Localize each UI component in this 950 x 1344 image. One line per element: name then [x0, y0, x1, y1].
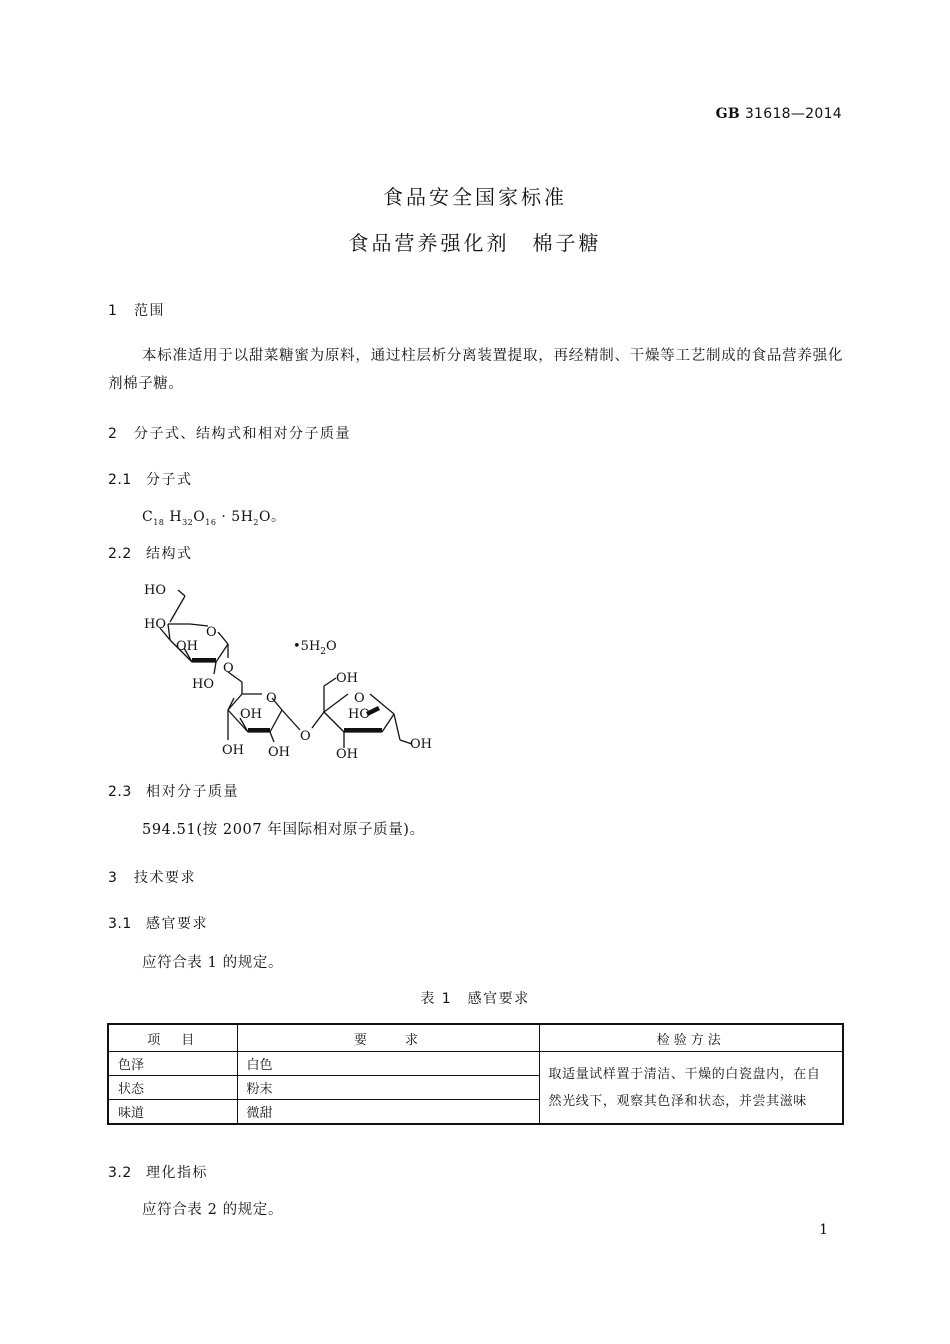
- page-number: 1: [819, 1222, 828, 1238]
- struct-ho-1: HO: [144, 583, 166, 598]
- struct-ring-o-2: O: [266, 691, 277, 706]
- section-2-2-heading: 2.2 结构式: [108, 546, 193, 562]
- sensory-requirements-table: [107, 1023, 844, 1125]
- struct-hydrate: $•5H_2O$: [293, 639, 337, 657]
- struct-oh-2: OH: [240, 707, 262, 722]
- section-3-2-text: 应符合表 2 的规定。: [142, 1202, 284, 1218]
- struct-ring-o-3: O: [354, 691, 365, 706]
- section-2-3-heading: 2.3 相对分子质量: [108, 784, 239, 800]
- header-requirement: 要 求: [237, 1024, 539, 1052]
- header-method: 检验方法: [539, 1024, 843, 1052]
- section-1-heading: 1 范围: [108, 303, 165, 319]
- row-requirement: 白色: [237, 1052, 539, 1076]
- section-2-heading: 2 分子式、结构式和相对分子质量: [108, 426, 351, 442]
- header-item: 项 目: [108, 1024, 237, 1052]
- struct-oh-1: OH: [176, 639, 198, 654]
- struct-ho-2: HO: [144, 617, 166, 632]
- table-row: [108, 1052, 843, 1076]
- table-header-row: [108, 1024, 843, 1052]
- row-item: 色泽: [108, 1052, 237, 1076]
- row-item: 味道: [108, 1100, 237, 1125]
- standard-code: 31618—2014: [744, 106, 842, 122]
- struct-ho-4: HO: [348, 707, 370, 722]
- struct-link-o-2: O: [300, 729, 311, 744]
- standard-prefix: GB: [715, 106, 741, 122]
- row-requirement: 微甜: [237, 1100, 539, 1125]
- title-line-1: 食品安全国家标准: [383, 185, 567, 209]
- standard-number: [716, 106, 842, 122]
- table-1-caption: 表 1 感官要求: [420, 991, 530, 1007]
- section-3-2-heading: 3.2 理化指标: [108, 1165, 208, 1181]
- struct-oh-5: OH: [336, 671, 358, 686]
- structural-formula: [130, 578, 450, 768]
- title-line-2: 食品营养强化剂 棉子糖: [348, 231, 602, 255]
- section-3-heading: 3 技术要求: [108, 870, 196, 886]
- section-2-1-heading: 2.1 分子式: [108, 472, 193, 488]
- struct-link-o-1: O: [223, 661, 234, 676]
- struct-oh-7: OH: [410, 737, 432, 752]
- struct-oh-6: OH: [336, 747, 358, 762]
- section-1-text: 本标准适用于以甜菜糖蜜为原料，通过柱层析分离装置提取，再经精制、干燥等工艺制成的食品营养强化剂棉子糖。: [108, 348, 843, 392]
- section-3-1-text: 应符合表 1 的规定。: [142, 955, 284, 971]
- row-item: 状态: [108, 1076, 237, 1100]
- molecular-formula: $C_{18}$ $H_{32}O_{16} \cdot 5H_2O$。: [142, 509, 286, 527]
- inspection-method: 取适量试样置于清洁、干燥的白瓷盘内，在自然光线下，观察其色泽和状态，并尝其滋味: [539, 1052, 843, 1125]
- row-requirement: 粉末: [237, 1076, 539, 1100]
- struct-oh-4: OH: [268, 745, 290, 760]
- struct-ring-o-1: O: [206, 625, 217, 640]
- section-3-1-heading: 3.1 感官要求: [108, 916, 208, 932]
- struct-ho-3: HO: [192, 677, 214, 692]
- molecular-mass-text: 594.51(按 2007 年国际相对原子质量)。: [142, 822, 425, 838]
- struct-oh-3: OH: [222, 743, 244, 758]
